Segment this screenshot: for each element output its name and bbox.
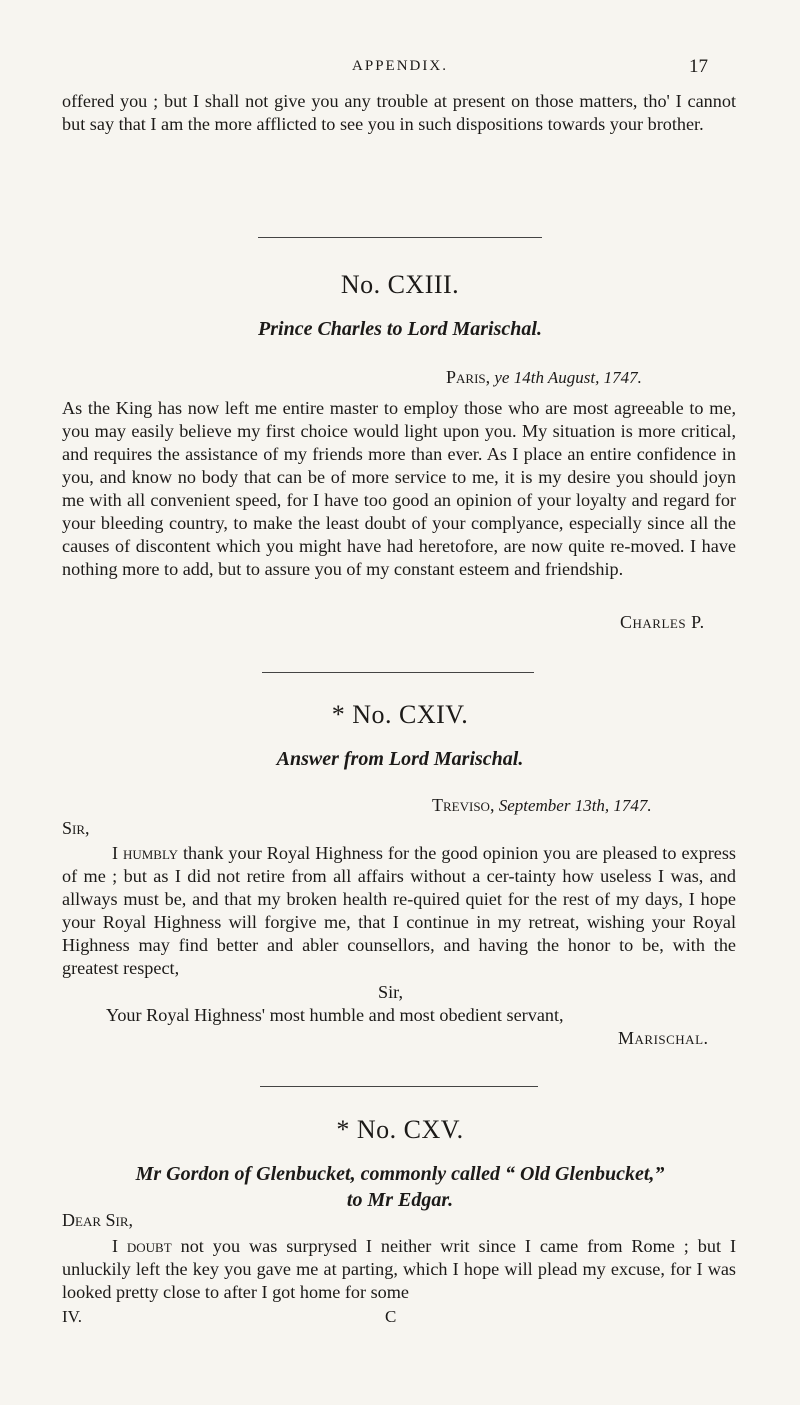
body-lead: I humbly: [112, 843, 178, 863]
body-text: not you was surprysed I neither writ since I came from Rome ; but I unluckily left the key you gave me at parting, which I hope will plead my excuse, for I was looked pretty close to after I got home for some: [62, 1236, 737, 1302]
letter-body: [62, 842, 736, 980]
letter-dateline: [446, 367, 642, 388]
letter-closing: Your Royal Highness' most humble and most obedient servant,: [106, 1005, 564, 1025]
dateline-date: ye 14th August, 1747.: [494, 368, 642, 387]
letter-signature: Charles P.: [620, 612, 705, 632]
letter-number: No. CXIII.: [340, 270, 460, 299]
body-lead: I doubt: [112, 1236, 172, 1256]
letter-title: Answer from Lord Marischal.: [276, 748, 524, 770]
letter-dateline: [432, 795, 652, 816]
body-text: thank your Royal Highness for the good opinion you are pleased to express of me ; but as I did not retire from all affairs without a cer-tainty how useless I was, and allways must be, and that my broken health re-quired quiet for the rest of my days, I hope your Royal Highness will forgive me, that I continue in my retreat, wishing your Royal Highness may find better and abler counsellors, and having the honor to be, with the greatest respect,: [62, 843, 736, 978]
running-title: APPENDIX.: [352, 58, 448, 74]
letter-salutation: Sir,: [62, 818, 90, 838]
letter-title: Prince Charles to Lord Marischal.: [258, 318, 542, 340]
letter-title-line2: to Mr Edgar.: [346, 1189, 454, 1211]
section-divider: [258, 237, 542, 238]
letter-salutation: Dear Sir,: [62, 1210, 134, 1230]
dateline-place: Paris,: [446, 367, 491, 387]
signature-mark: C: [385, 1307, 397, 1326]
letter-body: As the King has now left me entire master to employ those who are most agreeable to me, you may easily believe my first choice would light upon you. My situation is more critical, and requires the assistance of my friends more than ever. As I place an entire confidence in you, and know no body that can be of more service to me, it is my desire you should joyn me with all convenient speed, for I have too good an opinion of your loyalty and regard for your bleeding country, to make the least doubt of your complyance, especially since all the causes of discontent which you might have had heretofore, are now quite re-moved. I have nothing more to add, but to assure you of my constant esteem and friendship.: [62, 398, 736, 579]
letter-number: * No. CXV.: [336, 1115, 464, 1144]
section-divider: [262, 672, 534, 673]
letter-title: Mr Gordon of Glenbucket, commonly called “ Old Glenbucket,”: [135, 1163, 665, 1185]
letter-closing-sir: Sir,: [378, 982, 404, 1002]
dateline-place: Treviso,: [432, 795, 495, 815]
page-number: 17: [689, 56, 708, 77]
opening-paragraph: offered you ; but I shall not give you any trouble at present on those matters, tho' I cannot but say that I am the more afflicted to see you in such dispositions towards your brother.: [62, 91, 736, 134]
section-divider: [260, 1086, 538, 1087]
letter-body: [62, 1235, 736, 1304]
letter-number: * No. CXIV.: [331, 700, 469, 729]
dateline-date: September 13th, 1747.: [498, 796, 652, 815]
volume-mark: IV.: [62, 1307, 82, 1326]
letter-signature: Marischal.: [618, 1028, 709, 1048]
